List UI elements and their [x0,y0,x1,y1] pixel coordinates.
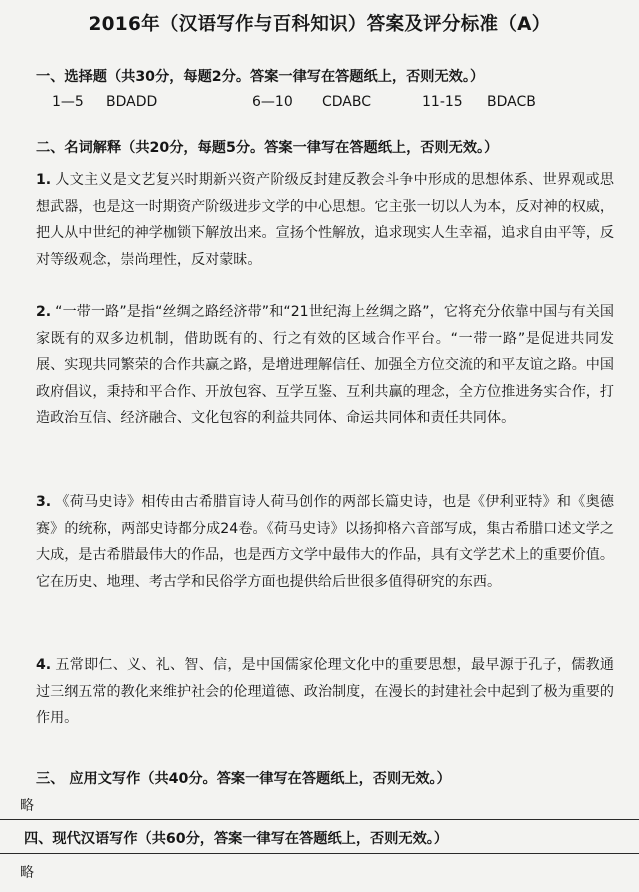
answer-key: BDACB [487,94,536,110]
term-explanation-item-1 [36,167,614,273]
item-number: 2. [36,304,52,320]
term-explanation-item-4 [36,652,614,732]
answer-range: 6—10 [252,94,293,110]
modern-chinese-writing-answer: 略 [20,865,34,881]
item-text: 人文主义是文艺复兴时期新兴资产阶级反封建反教会斗争中形成的思想体系、世界观或思想武器，也是这一时期资产阶级进步文学的中心思想。它主张一切以人为本，反对神的权威，把人从中世纪的神学枷锁下解放出来。宣扬个性解放，追求现实人生幸福，追求自由平等，反对等级观念，崇尚理性，反对蒙昧。 [36,172,614,268]
answer-key: CDABC [322,94,372,110]
item-text: “一带一路”是指“丝绸之路经济带”和“21世纪海上丝绸之路”，它将充分依靠中国与有关国家既有的双多边机制，借助既有的、行之有效的区域合作平台。“一带一路”是促进共同发展、实现共同繁荣的合作共赢之路，是增进理解信任、加强全方位交流的和平友谊之路。中国政府倡议，秉持和平合作、开放包容、互学互鉴、互利共赢的理念，全方位推进务实合作，打造政治互信、经济融合、文化包容的利益共同体、命运共同体和责任共同体。 [36,304,614,427]
section-heading-multiple-choice: 一、选择题（共30分，每题2分。答案一律写在答题纸上，否则无效。） [36,69,485,85]
answer-range: 11-15 [422,94,463,110]
term-explanation-item-2 [36,299,614,432]
item-text: 五常即仁、义、礼、智、信，是中国儒家伦理文化中的重要思想，最早源于孔子，儒教通过三纲五常的教化来维护社会的伦理道德、政治制度，在漫长的封建社会中起到了极为重要的作用。 [36,657,614,727]
divider-line [0,853,639,854]
section-heading-applied-writing: 三、 应用文写作（共40分。答案一律写在答题纸上，否则无效。） [36,771,451,787]
answer-range: 1—5 [52,94,84,110]
section-heading-modern-chinese-writing: 四、现代汉语写作（共60分，答案一律写在答题纸上，否则无效。） [24,831,449,847]
item-text: 《荷马史诗》相传由古希腊盲诗人荷马创作的两部长篇史诗，也是《伊利亚特》和《奥德赛》的统称，两部史诗都分成24卷。《荷马史诗》以扬抑格六音部写成，集古希腊口述文学之大成，是古希腊最伟大的作品，也是西方文学中最伟大的作品，具有文学艺术上的重要价值。它在历史、地理、考古学和民俗学方面也提供给后世很多值得研究的东西。 [36,494,614,590]
item-number: 1. [36,172,52,188]
applied-writing-answer: 略 [20,798,34,814]
page-title: 2016年（汉语写作与百科知识）答案及评分标准（A） [88,14,551,35]
item-number: 3. [36,494,52,510]
item-number: 4. [36,657,52,673]
answer-key: BDADD [106,94,158,110]
section-heading-term-explanation: 二、名词解释（共20分，每题5分。答案一律写在答题纸上，否则无效。） [36,140,499,156]
term-explanation-item-3 [36,489,614,595]
divider-line [0,819,639,820]
